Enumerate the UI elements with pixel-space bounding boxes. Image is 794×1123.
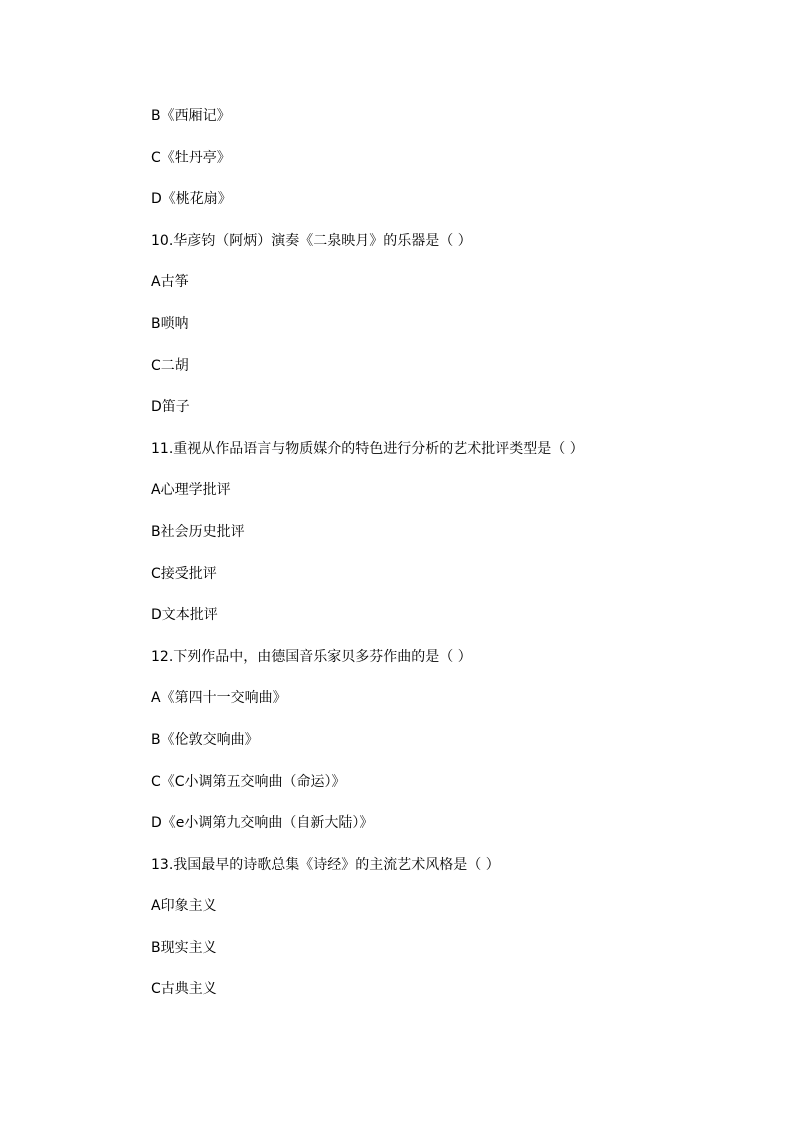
question-11-option-b: B社会历史批评 bbox=[151, 523, 245, 540]
question-10-option-b: B唢呐 bbox=[151, 315, 189, 332]
question-12: 12.下列作品中，由德国音乐家贝多芬作曲的是（ ） bbox=[151, 648, 472, 665]
question-11-option-a: A心理学批评 bbox=[151, 482, 231, 499]
option-c-mudanting: C《牡丹亭》 bbox=[151, 149, 231, 166]
option-b-xixiangji: B《西厢记》 bbox=[151, 108, 231, 124]
exam-text-block bbox=[151, 106, 751, 1021]
question-13-option-a: A印象主义 bbox=[151, 898, 217, 915]
question-12-option-c: C《C小调第五交响曲（命运）》 bbox=[151, 773, 346, 790]
question-10: 10.华彦钧（阿炳）演奏《二泉映月》的乐器是（ ） bbox=[151, 232, 472, 249]
question-10-option-a: A古筝 bbox=[151, 274, 189, 291]
question-13-option-c: C古典主义 bbox=[151, 981, 217, 998]
option-d-taohuashan: D《桃花扇》 bbox=[151, 191, 232, 208]
question-12-option-d: D《e小调第九交响曲（自新大陆）》 bbox=[151, 815, 374, 832]
question-13-option-b: B现实主义 bbox=[151, 939, 217, 956]
question-11: 11.重视从作品语言与物质媒介的特色进行分析的艺术批评类型是（ ） bbox=[151, 440, 584, 457]
question-11-option-c: C接受批评 bbox=[151, 565, 217, 582]
question-11-option-d: D文本批评 bbox=[151, 607, 218, 624]
question-12-option-a: A《第四十一交响曲》 bbox=[151, 690, 287, 707]
question-12-option-b: B《伦敦交响曲》 bbox=[151, 731, 259, 748]
question-10-option-c: C二胡 bbox=[151, 357, 189, 374]
question-10-option-d: D笛子 bbox=[151, 399, 190, 416]
question-13: 13.我国最早的诗歌总集《诗经》的主流艺术风格是（ ） bbox=[151, 856, 500, 873]
